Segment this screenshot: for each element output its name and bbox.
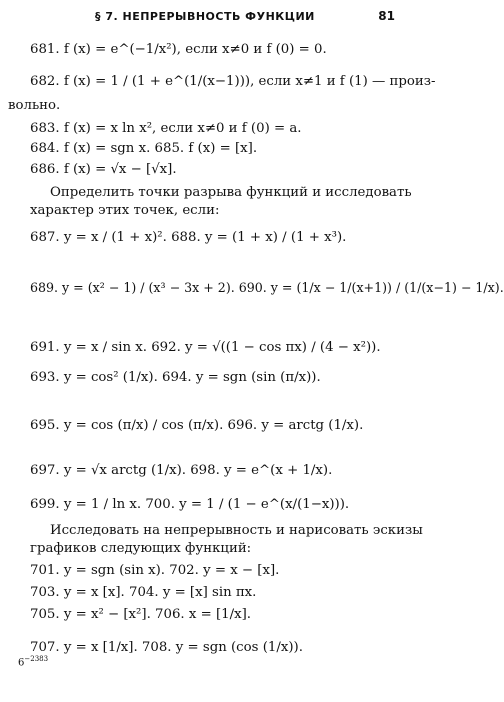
problem-686: 686. f (x) = √x − [√x]. [30, 162, 177, 177]
instruction-line-2: характер этих точек, если: [30, 203, 220, 218]
instruction-line-1: Определить точки разрыва функций и исследовать [50, 185, 412, 200]
exercise-691-692: 691. y = x / sin x. 692. y = √((1 − cos πx) / (4 − x²)). [30, 340, 381, 355]
page-header [95, 10, 395, 30]
exercise-705-706: 705. y = x² − [x²]. 706. x = [1/x]. [30, 607, 251, 622]
instruction-2-line-2: графиков следующих функций: [30, 541, 252, 556]
printer-signature [18, 655, 48, 668]
problem-681: 681. f (x) = e^(−1/x²), если x≠0 и f (0) = 0. [30, 42, 327, 57]
exercise-693-694: 693. y = cos² (1/x). 694. y = sgn (sin (π/x)). [30, 370, 321, 385]
signature-code: −2383 [24, 655, 49, 663]
exercise-689-690: 689. y = (x² − 1) / (x³ − 3x + 2). 690. y = (1/x − 1/(x+1)) / (1/(x−1) − 1/x). [30, 280, 504, 295]
section-title: § 7. НЕПРЕРЫВНОСТЬ ФУНКЦИИ [95, 10, 315, 23]
exercise-701-702: 701. y = sgn (sin x). 702. y = x − [x]. [30, 563, 280, 578]
problem-682: 682. f (x) = 1 / (1 + e^(1/(x−1))), если x≠1 и f (1) — произ- [30, 74, 436, 89]
signature-number: 6 [18, 657, 25, 669]
problem-684-685: 684. f (x) = sgn x. 685. f (x) = [x]. [30, 141, 258, 156]
exercise-699-700: 699. y = 1 / ln x. 700. y = 1 / (1 − e^(x/(1−x))). [30, 497, 350, 512]
exercise-697-698: 697. y = √x arctg (1/x). 698. y = e^(x + 1/x). [30, 463, 333, 478]
problem-682-continuation: вольно. [8, 98, 61, 113]
exercise-703-704: 703. y = x [x]. 704. y = [x] sin πx. [30, 585, 257, 600]
problem-683: 683. f (x) = x ln x², если x≠0 и f (0) = a. [30, 121, 302, 136]
exercise-695-696: 695. y = cos (π/x) / cos (π/x). 696. y = arctg (1/x). [30, 418, 364, 433]
page-number: 81 [378, 9, 395, 23]
exercise-707-708: 707. y = x [1/x]. 708. y = sgn (cos (1/x)). [30, 640, 303, 655]
exercise-687-688: 687. y = x / (1 + x)². 688. y = (1 + x) / (1 + x³). [30, 230, 347, 245]
instruction-2-line-1: Исследовать на непрерывность и нарисовать эскизы [50, 523, 423, 538]
